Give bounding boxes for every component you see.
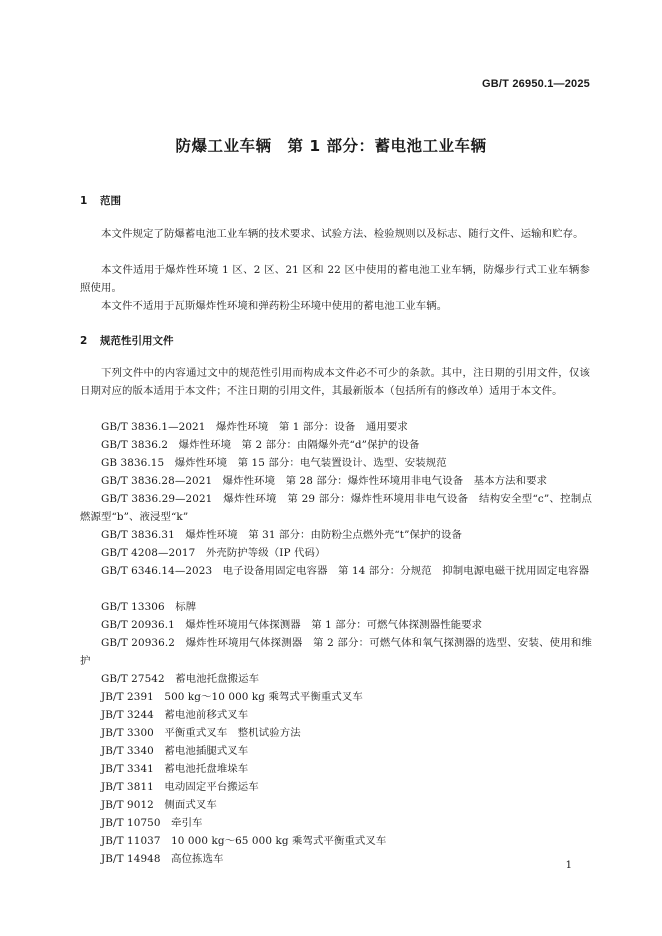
reference-item: GB/T 13306 标牌	[101, 601, 197, 613]
reference-item: GB/T 3836.2 爆炸性环境 第 2 部分：由隔爆外壳“d”保护的设备	[101, 439, 420, 451]
section-1-title: 范围	[100, 195, 121, 207]
reference-item: GB/T 3836.31 爆炸性环境 第 31 部分：由防粉尘点燃外壳“t”保护的设备	[101, 529, 462, 541]
section-2-title: 规范性引用文件	[100, 335, 174, 347]
section-1-heading	[80, 193, 121, 208]
reference-item: GB/T 6346.14—2023 电子设备用固定电容器 第 14 部分：分规范 抑制电源电磁干扰用固定电容器	[101, 565, 590, 577]
reference-item: GB/T 3836.29—2021 爆炸性环境 第 29 部分：爆炸性环境用非电气设备 结构安全型“c”、控制点燃源型“b”、液浸型“k”	[80, 493, 592, 523]
section-2-number: 2	[80, 335, 88, 347]
reference-item: GB/T 27542 蓄电池托盘搬运车	[101, 673, 260, 685]
reference-item: JB/T 3244 蓄电池前移式叉车	[101, 709, 249, 721]
reference-item: JB/T 3341 蓄电池托盘堆垛车	[101, 763, 249, 775]
standard-code: GB/T 26950.1—2025	[482, 78, 590, 90]
document-title: 防爆工业车辆 第 1 部分：蓄电池工业车辆	[175, 137, 487, 155]
reference-item: JB/T 9012 侧面式叉车	[101, 799, 217, 811]
reference-item: JB/T 2391 500 kg～10 000 kg 乘驾式平衡重式叉车	[101, 691, 363, 703]
scope-paragraph-3: 本文件不适用于瓦斯爆炸性环境和弹药粉尘环境中使用的蓄电池工业车辆。	[101, 300, 448, 312]
reference-item: GB/T 3836.1—2021 爆炸性环境 第 1 部分：设备 通用要求	[101, 421, 408, 433]
reference-item: GB/T 20936.2 爆炸性环境用气体探测器 第 2 部分：可燃气体和氧气探测器的选型、安装、使用和维护	[80, 637, 592, 667]
reference-item: GB/T 4208—2017 外壳防护等级（IP 代码）	[101, 547, 326, 559]
page-number: 1	[565, 860, 572, 871]
scope-paragraph-2: 本文件适用于爆炸性环境 1 区、2 区、21 区和 22 区中使用的蓄电池工业车辆，防爆步行式工业车辆参照使用。	[80, 264, 590, 294]
reference-item: JB/T 11037 10 000 kg～65 000 kg 乘驾式平衡重式叉车	[101, 835, 387, 847]
reference-item: GB/T 3836.28—2021 爆炸性环境 第 28 部分：爆炸性环境用非电气设备 基本方法和要求	[101, 475, 548, 487]
reference-item: JB/T 3340 蓄电池插腿式叉车	[101, 745, 249, 757]
reference-item: GB/T 20936.1 爆炸性环境用气体探测器 第 1 部分：可燃气体探测器性能要求	[101, 619, 483, 631]
section-1-number: 1	[80, 195, 88, 207]
reference-item: JB/T 14948 高位拣选车	[101, 853, 224, 865]
reference-item: JB/T 3811 电动固定平台搬运车	[101, 781, 259, 793]
reference-item: JB/T 3300 平衡重式叉车 整机试验方法	[101, 727, 301, 739]
section-2-heading	[80, 333, 174, 348]
references-intro: 下列文件中的内容通过文中的规范性引用而构成本文件必不可少的条款。其中，注日期的引用文件，仅该日期对应的版本适用于本文件；不注日期的引用文件，其最新版本（包括所有的修改单）适用于本文件。	[80, 367, 590, 397]
scope-paragraph-1: 本文件规定了防爆蓄电池工业车辆的技术要求、试验方法、检验规则以及标志、随行文件、运输和贮存。	[101, 228, 584, 240]
reference-item: GB 3836.15 爆炸性环境 第 15 部分：电气装置设计、选型、安装规范	[101, 457, 447, 469]
reference-item: JB/T 10750 牵引车	[101, 817, 203, 829]
